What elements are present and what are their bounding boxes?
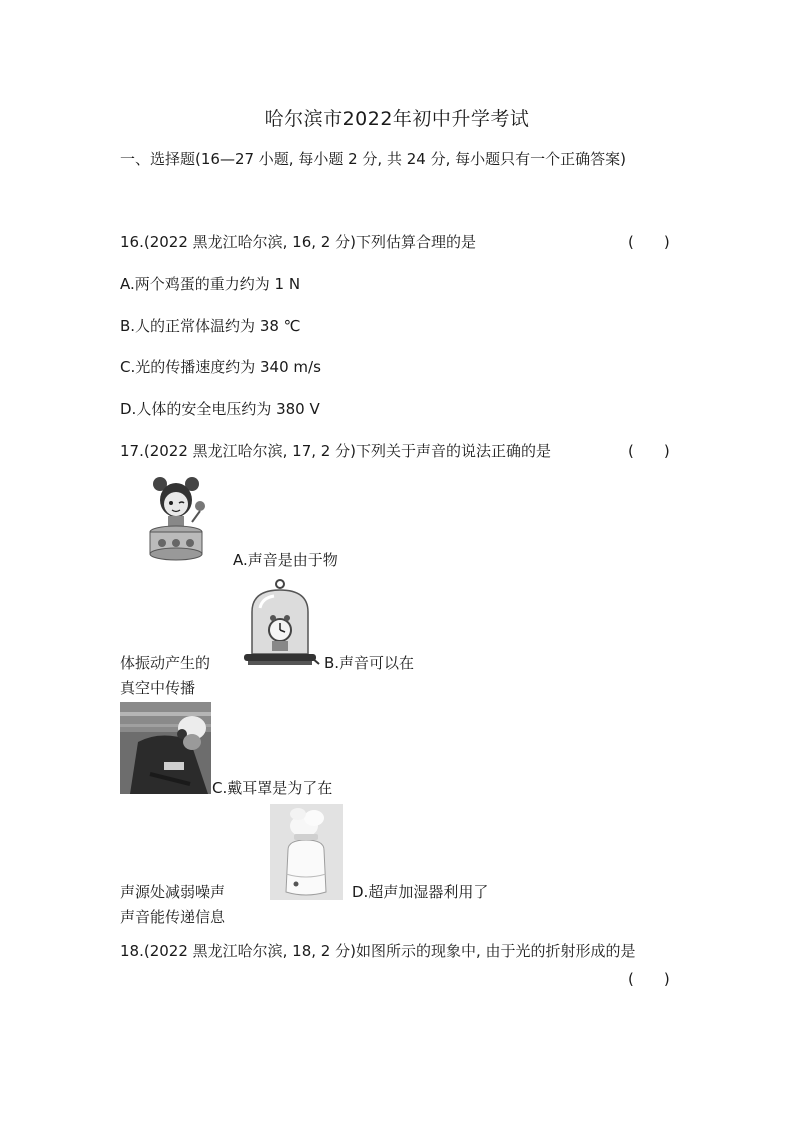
q17-option-d-line1: D.超声加湿器利用了: [352, 883, 489, 901]
q16-option-d: D.人体的安全电压约为 380 V: [120, 400, 320, 418]
figure-bell-jar-clock: [240, 578, 320, 670]
q17-option-a-line2: 体振动产生的: [120, 654, 211, 672]
q17-option-b-line1: B.声音可以在: [324, 654, 415, 672]
figure-worker-earmuffs: [120, 702, 211, 794]
q17-option-b-line2: 真空中传播: [120, 679, 196, 697]
figure-girl-drum: [146, 470, 208, 566]
q18-stem: 18.(2022 黑龙江哈尔滨, 18, 2 分)如图所示的现象中, 由于光的折射形成的是: [120, 942, 636, 960]
q17-option-a-line1: A.声音是由于物: [233, 551, 338, 569]
q17-option-c-line1: C.戴耳罩是为了在: [212, 779, 333, 797]
page-title: 哈尔滨市2022年初中升学考试: [264, 108, 530, 130]
q17-answer-bracket: ( ): [628, 442, 670, 460]
q16-option-c: C.光的传播速度约为 340 m/s: [120, 358, 321, 376]
q16-option-b: B.人的正常体温约为 38 ℃: [120, 317, 301, 335]
q17-option-d-line2: 声音能传递信息: [120, 908, 226, 926]
q16-stem: 16.(2022 黑龙江哈尔滨, 16, 2 分)下列估算合理的是: [120, 233, 476, 251]
section-heading: 一、选择题(16—27 小题, 每小题 2 分, 共 24 分, 每小题只有一个正确答案): [120, 150, 626, 168]
q17-option-c-line2: 声源处减弱噪声: [120, 883, 226, 901]
q18-answer-bracket: ( ): [628, 970, 670, 988]
q16-answer-bracket: ( ): [628, 233, 670, 251]
q17-stem: 17.(2022 黑龙江哈尔滨, 17, 2 分)下列关于声音的说法正确的是: [120, 442, 551, 460]
figure-humidifier: [270, 804, 343, 900]
q16-option-a: A.两个鸡蛋的重力约为 1 N: [120, 275, 301, 293]
